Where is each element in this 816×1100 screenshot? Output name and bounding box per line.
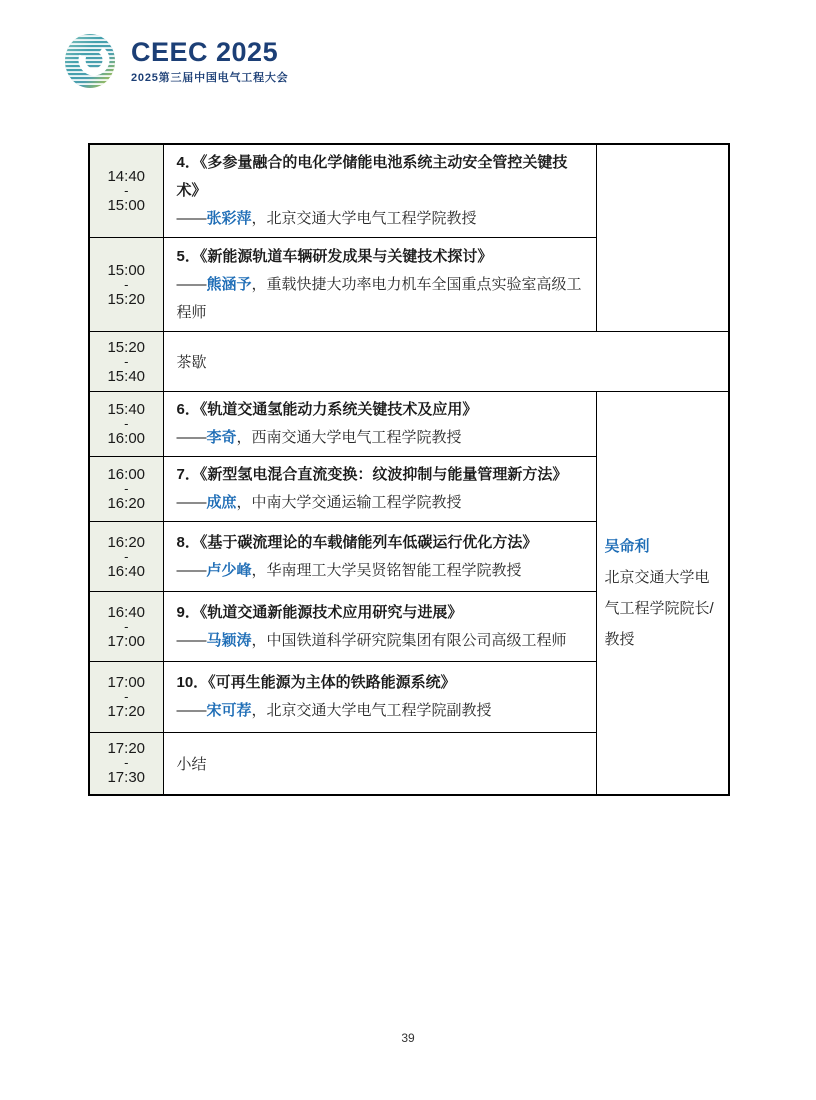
session-title: 9．《轨道交通新能源技术应用研究与进展》 [176,603,463,621]
speaker-affiliation: ，西南交通大学电气工程学院教授 [236,429,462,446]
speaker-name: 成庶 [206,494,237,511]
speaker-name: 卢少峰 [206,561,252,579]
time-cell [89,332,163,392]
agenda-table [88,143,730,796]
logo-title: CEEC 2025 [131,36,279,67]
time-end: 17:20 [107,703,146,720]
speaker-line [177,697,588,725]
time-separator: - [124,183,129,198]
speaker-name: 张彩萍 [206,210,252,227]
time-cell [89,522,163,592]
time-end: 15:20 [107,290,146,308]
time-end: 15:40 [107,367,146,385]
speaker-affiliation: ，中国铁道科学研究院集团有限公司高级工程师 [251,631,567,649]
logo-subtitle: 2025第三届中国电气工程大会 [131,71,289,84]
speaker-dash: —— [176,702,207,719]
time-end: 16:40 [107,562,146,580]
table-row [89,392,729,457]
time-cell [89,733,163,795]
session-title: 4．《多参量融合的电化学储能电池系统主动安全管控关键技术》 [176,154,568,199]
time-end: 15:00 [107,197,146,214]
time-start: 15:40 [107,401,146,418]
session-title: 6．《轨道交通氢能动力系统关键技术及应用》 [176,401,478,418]
speaker-affiliation: ，重载快捷大功率电力机车全国重点实验室高级工程师 [176,275,582,321]
speaker-line [177,271,588,327]
speaker-name: 熊涵予 [206,275,252,293]
break-cell: 小结 [163,733,596,795]
speaker-dash: —— [176,494,207,511]
session-cell [163,238,596,332]
break-cell: 茶歇 [163,332,729,392]
time-cell [89,392,163,457]
time-end: 17:00 [107,632,146,650]
session-cell [163,522,596,592]
speaker-name: 马颖涛 [206,631,252,649]
speaker-line [177,489,588,517]
time-start: 14:40 [107,168,146,185]
speaker-line [177,424,588,452]
time-end: 16:20 [107,495,146,512]
speaker-name: 宋可荐 [206,702,252,719]
time-end: 17:30 [107,769,146,787]
speaker-affiliation: ，华南理工大学吴贤铭智能工程学院教授 [251,561,522,579]
time-start: 16:20 [107,533,146,551]
time-separator: - [124,353,129,369]
time-separator: - [124,755,129,771]
session-cell [163,457,596,522]
time-separator: - [124,276,129,292]
session-cell [163,662,596,733]
session-title: 10．《可再生能源为主体的铁路能源系统》 [176,674,456,691]
chair-affiliation: 北京交通大学电气工程学院院长/教授 [604,568,714,648]
chair-empty-cell [596,144,729,332]
chair-cell [596,392,729,795]
table-row [89,144,729,238]
table-row [89,332,729,392]
time-cell [89,144,163,238]
session-title: 7．《新型氢电混合直流变换：纹波抑制与能量管理新方法》 [176,466,568,483]
speaker-affiliation: ，中南大学交通运输工程学院教授 [236,494,462,511]
speaker-dash: —— [176,210,207,227]
speaker-dash: —— [176,429,207,446]
session-cell [163,592,596,662]
time-separator: - [124,481,129,496]
time-start: 16:40 [107,603,146,621]
session-cell [163,144,596,238]
time-start: 17:00 [107,674,146,691]
speaker-affiliation: ，北京交通大学电气工程学院教授 [251,210,477,227]
time-cell [89,457,163,522]
speaker-line [177,557,588,585]
time-cell [89,592,163,662]
time-start: 16:00 [107,466,146,483]
speaker-name: 李奇 [206,429,237,446]
session-title: 8．《基于碳流理论的车载储能列车低碳运行优化方法》 [176,533,538,551]
logo-text [131,38,288,85]
speaker-line [177,627,588,655]
speaker-dash: —— [176,561,207,579]
time-cell [89,662,163,733]
time-start: 17:20 [107,740,146,758]
page-number: 39 [401,1031,415,1045]
speaker-line [177,205,588,233]
chair-name: 吴命利 [604,537,650,555]
time-separator: - [124,618,129,634]
time-separator: - [124,416,129,431]
ceec-globe-icon [64,32,118,90]
time-cell [89,238,163,332]
session-title: 5．《新能源轨道车辆研发成果与关键技术探讨》 [176,247,493,265]
time-separator: - [124,689,129,704]
ceec-logo [64,32,288,90]
time-start: 15:20 [107,338,146,356]
time-start: 15:00 [107,261,146,279]
time-end: 16:00 [107,430,146,447]
speaker-affiliation: ，北京交通大学电气工程学院副教授 [251,702,492,719]
speaker-dash: —— [176,631,207,649]
speaker-dash: —— [176,275,207,293]
time-separator: - [124,548,129,564]
session-cell [163,392,596,457]
